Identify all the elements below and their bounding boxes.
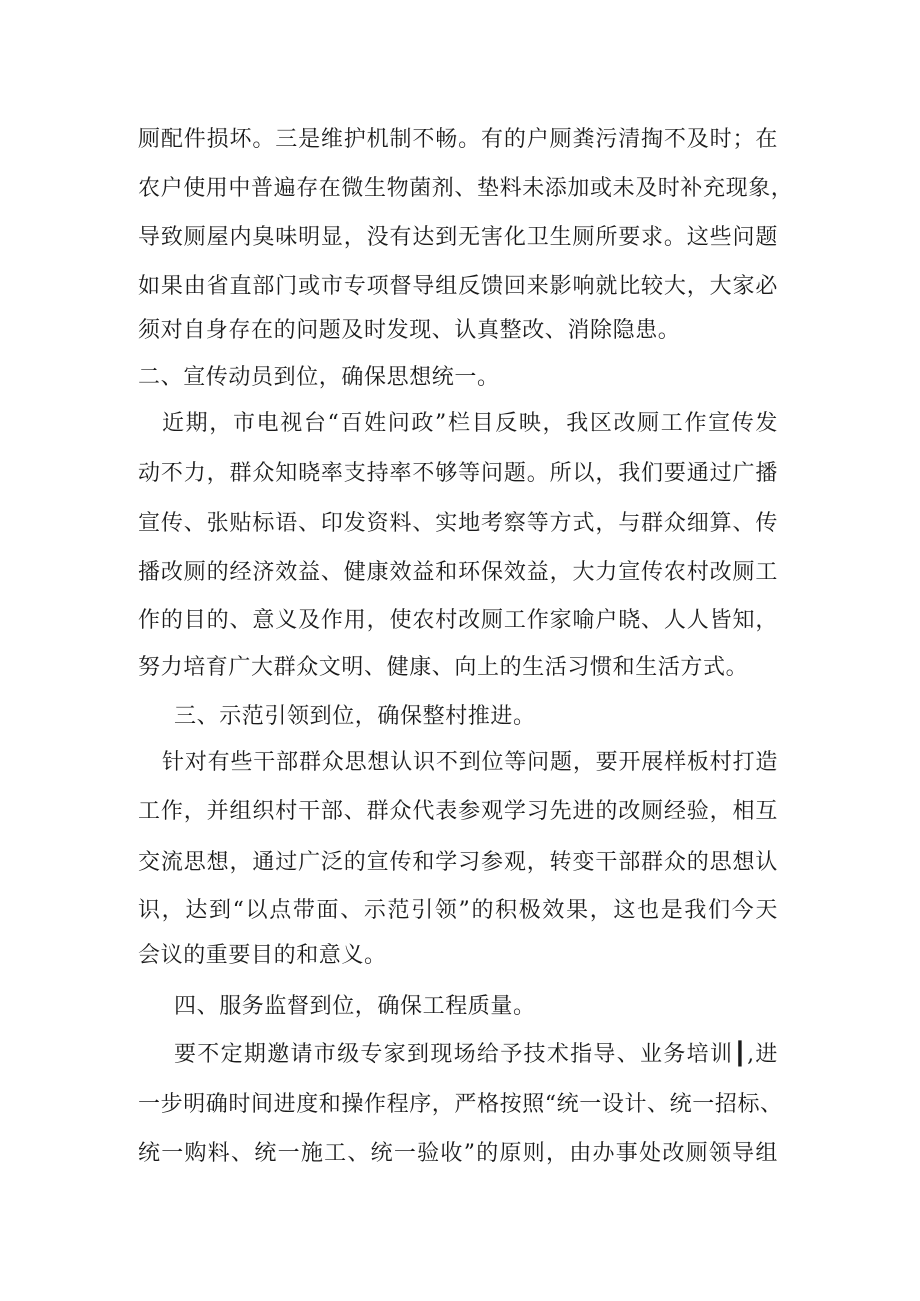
section-heading-3: 三、示范引领到位，确保整村推进。 <box>174 704 536 729</box>
section-heading-4: 四、服务监督到位，确保工程质量。 <box>174 994 536 1019</box>
body-text-line: 作的目的、意义及作用，使农村改厕工作家喻户晓、人人皆知， <box>138 608 778 633</box>
body-text-line: 统一购料、统一施工、统一验收”的原则，由办事处改厕领导组 <box>138 1141 778 1166</box>
body-text-line: 近期，市电视台“百姓问政”栏目反映，我区改厕工作宣传发 <box>162 411 778 436</box>
body-text-line: 工作，并组织村干部、群众代表参观学习先进的改厕经验，相互 <box>138 799 778 824</box>
body-text-line: 如果由省直部门或市专项督导组反馈回来影响就比较大，大家必 <box>138 274 778 299</box>
body-text-line: 针对有些干部群众思想认识不到位等问题，要开展样板村打造 <box>162 750 778 775</box>
body-text-line: 须对自身存在的问题及时发现、认真整改、消除隐患。 <box>138 318 681 343</box>
body-text-line: 交流思想，通过广泛的宣传和学习参观，转变干部群众的思想认 <box>138 850 778 875</box>
section-heading-2: 二、宣传动员到位，确保思想统一。 <box>138 365 500 390</box>
body-text-line: 识，达到“以点带面、示范引领”的积极效果，这也是我们今天 <box>138 898 778 923</box>
body-text-line: 宣传、张贴标语、印发资料、实地考察等方式，与群众细算、传 <box>138 511 778 536</box>
body-text-line: 播改厕的经济效益、健康效益和环保效益，大力宣传农村改厕工 <box>138 560 778 585</box>
body-text-line: 导致厕屋内臭味明显，没有达到无害化卫生厕所要求。这些问题 <box>138 225 778 250</box>
body-text-line: 要不定期邀请市级专家到现场给予技术指导、业务培训┃,进 <box>174 1042 778 1067</box>
body-text-line: 厕配件损坏。三是维护机制不畅。有的户厕粪污清掏不及时；在 <box>138 127 778 152</box>
body-text-line: 动不力，群众知晓率支持率不够等问题。所以，我们要通过广播 <box>138 461 778 486</box>
body-text-line: 一步明确时间进度和操作程序，严格按照“统一设计、统一招标、 <box>138 1092 783 1117</box>
body-text-line: 努力培育广大群众文明、健康、向上的生活习惯和生活方式。 <box>138 655 749 680</box>
body-text-line: 会议的重要目的和意义。 <box>138 943 387 968</box>
body-text-line: 农户使用中普遍存在微生物菌剂、垫料未添加或未及时补充现象， <box>138 176 794 201</box>
